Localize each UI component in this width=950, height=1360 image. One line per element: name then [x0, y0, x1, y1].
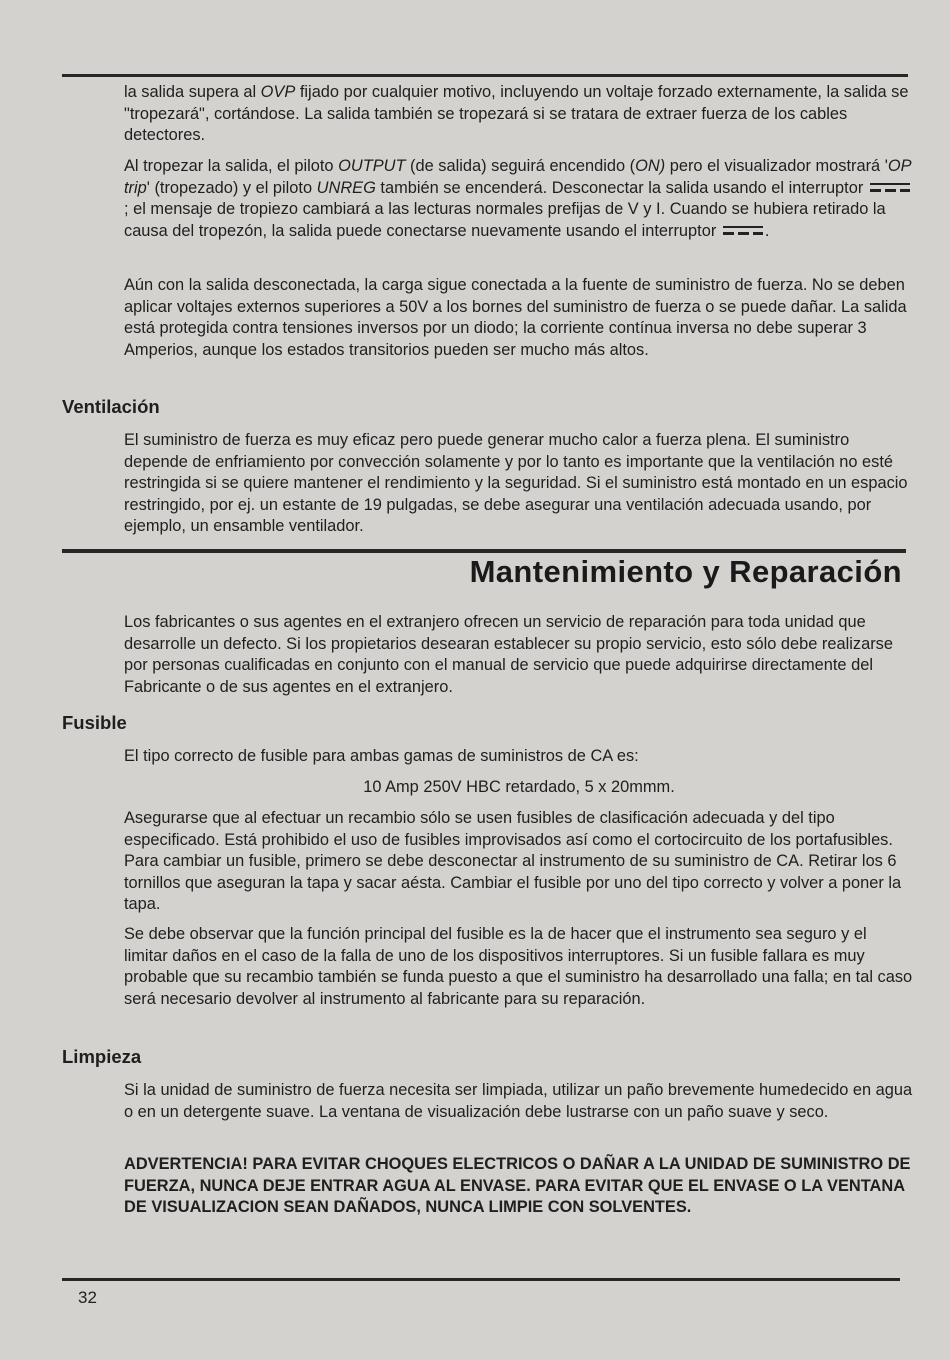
on-term: ON): [635, 157, 666, 175]
page-number: 32: [78, 1288, 97, 1307]
top-rule: [62, 74, 908, 77]
text-run: fijado por cualquier motivo, incluyendo un voltaje forzado externamente, la salida se "tropezará", cortándose. La salida también se tropezará si se tratara de extraer fuerza de los cables detectores.: [124, 83, 909, 144]
ventilacion-heading: Ventilación: [62, 396, 160, 417]
dc-output-switch-icon: [868, 182, 912, 194]
warning-paragraph: ADVERTENCIA! PARA EVITAR CHOQUES ELECTRICOS O DAÑAR A LA UNIDAD DE SUMINISTRO DE FUERZA, NUNCA DEJE ENTRAR AGUA AL ENVASE. PARA EVITAR QUE EL ENVASE O LA VENTANA DE VISUALIZACION SEAN DAÑADOS, NUNCA LIMPIE CON SOLVENTES.: [124, 1155, 911, 1216]
output-term: OUTPUT: [338, 157, 406, 175]
fusible-paragraph-3: Se debe observar que la función principal del fusible es la de hacer que el instrumento sea seguro y el limitar daños en el caso de la falla de uno de los dispositivos interruptores. Si un fusible fallara es muy probable que su recambio también se funda puesto a que el suministro ha desarrollado una falla; en tal caso será necesario devolver al instrumento al fabricante para su reparación.: [124, 925, 913, 1008]
limpieza-paragraph: Si la unidad de suministro de fuerza necesita ser limpiada, utilizar un paño brevemente humedecido en agua o en un detergente suave. La ventana de visualización debe lustrarse con un paño suave y seco.: [124, 1081, 913, 1121]
intro-paragraph-3: Aún con la salida desconectada, la carga sigue conectada a la fuente de suministro de fuerza. No se deben aplicar voltajes externos superiores a 50V a los bornes del suministro de fuerza o se puede dañar. La salida está protegida contra tensiones inversos por un diodo; la corriente contínua inversa no debe superar 3 Amperios, aunque los estados transitorios pueden ser mucho más altos.: [124, 276, 907, 359]
text-run: ' (tropezado) y el piloto: [146, 178, 317, 197]
bottom-rule: [62, 1278, 900, 1281]
text-run: (de salida) seguirá encendido (: [405, 157, 636, 175]
text-run: .: [764, 221, 770, 240]
unreg-term: UNREG: [316, 178, 376, 197]
section-rule: [62, 549, 906, 553]
maintenance-paragraph: Los fabricantes o sus agentes en el extranjero ofrecen un servicio de reparación para toda unidad que desarrolle un defecto. Si los propietarios desearan establecer su propio servicio, esto sólo debe realizarse por personas cualificadas en conjunto con el manual de servicio que puede adquirirse directamente del Fabricante o de sus agentes en el extranjero.: [124, 613, 893, 696]
text-run: la salida supera al: [124, 83, 261, 101]
fusible-heading: Fusible: [62, 712, 127, 733]
intro-paragraph-2: [124, 156, 914, 242]
ventilacion-paragraph: El suministro de fuerza es muy eficaz pero puede generar mucho calor a fuerza plena. El suministro depende de enfriamiento por convección solamente y por lo tanto es importante que la ventilación no esté restringida si se quiere mantener el rendimiento y la seguridad. Si el suministro está montado en un espacio restringido, por ej. un estante de 19 pulgadas, se debe asegurar una ventilación adecuada usando, por ejemplo, un ensamble ventilador.: [124, 431, 908, 535]
fusible-paragraph-1: El tipo correcto de fusible para ambas gamas de suministros de CA es:: [124, 747, 639, 765]
text-run: pero el visualizador mostrará ': [665, 157, 888, 175]
text-run: Al tropezar la salida, el piloto: [124, 157, 339, 175]
ovp-term: OVP: [260, 83, 296, 101]
text-run: también se encenderá. Desconectar la salida usando el interruptor: [375, 178, 868, 197]
fusible-paragraph-2: Asegurarse que al efectuar un recambio sólo se usen fusibles de clasificación adecuada y del tipo especificado. Está prohibido el uso de fusibles improvisados así como el cortocircuito de los portafusibles. Para cambiar un fusible, primero se debe desconectar al instrumento de su suministro de CA. Retirar los 6 tornillos que aseguran la tapa y sacar aésta. Cambiar el fusible por uno del tipo correcto y volver a poner la tapa.: [124, 809, 902, 913]
fuse-spec: 10 Amp 250V HBC retardado, 5 x 20mmm.: [363, 778, 675, 796]
op-trip-term: OP trip: [124, 157, 911, 197]
limpieza-heading: Limpieza: [62, 1046, 142, 1067]
intro-paragraph-1: [124, 82, 914, 147]
section-title: Mantenimiento y Reparación: [469, 554, 902, 589]
dc-output-switch-icon: [721, 225, 765, 237]
text-run: ; el mensaje de tropiezo cambiará a las lecturas normales prefijas de V y I. Cuando se hubiera retirado la causa del tropezón, la salida puede conectarse nuevamente usando el interruptor: [124, 200, 886, 240]
